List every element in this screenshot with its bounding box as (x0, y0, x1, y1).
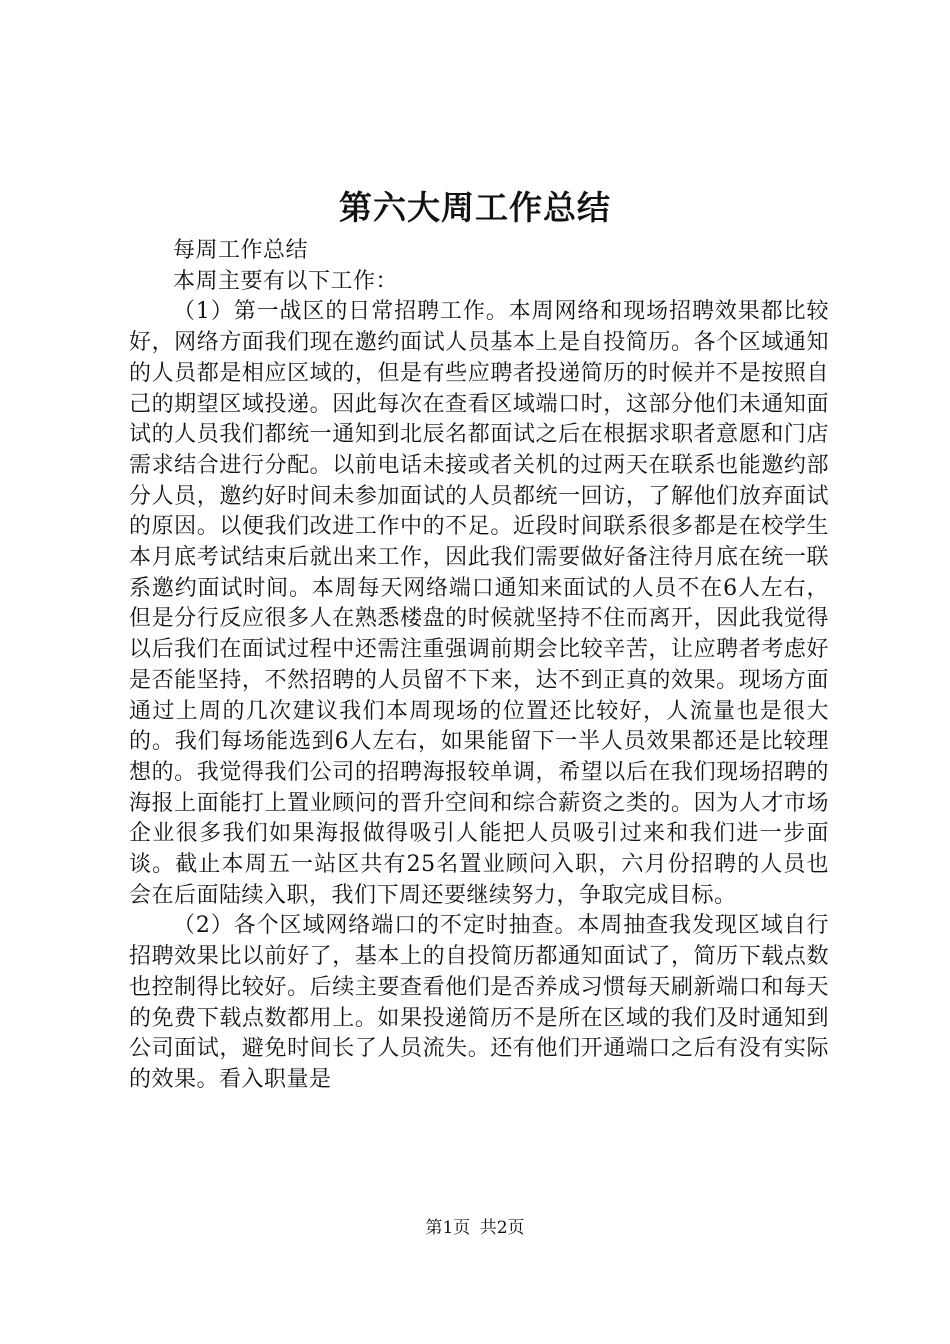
paragraph-subtitle: 每周工作总结 (173, 238, 309, 263)
page-footer (0, 1216, 950, 1240)
paragraph-intro: 本周主要有以下工作： (173, 268, 399, 294)
page-number: 第1页 (425, 1218, 471, 1238)
paragraph-item-2: （2）各个区域网络端口的不定时抽查。本周抽查我发现区域自行招聘效果比以前好了，基本上的自投简历都通知面试了，简历下载点数也控制得比较好。后续主要查看他们是否养成习惯每天刷新端口和每天的免费下载点数都用上。如果投递简历不是所在区域的我们及时通知到公司面试，避免时间长了人员流失。还有他们开通端口之后有没有实际的效果。看入职量是 (129, 913, 829, 1092)
paragraph-item-1: （1）第一战区的日常招聘工作。本周网络和现场招聘效果都比较好，网络方面我们现在邀约面试人员基本上是自投简历。各个区域通知的人员都是相应区域的，但是有些应聘者投递简历的时候并不是按照自己的期望区域投递。因此每次在查看区域端口时，这部分他们未通知面试的人员我们都统一通知到北辰名都面试之后在根据求职者意愿和门店需求结合进行分配。以前电话未接或者关机的过两天在联系也能邀约部分人员，邀约好时间未参加面试的人员都统一回访，了解他们放弃面试的原因。以便我们改进工作中的不足。近段时间联系很多都是在校学生本月底考试结束后就出来工作，因此我们需要做好备注待月底在统一联系邀约面试时间。本周每天网络端口通知来面试的人员不在6人左右，但是分行反应很多人在熟悉楼盘的时候就坚持不住而离开，因此我觉得以后我们在面试过程中还需注重强调前期会比较辛苦，让应聘者考虑好是否能坚持，不然招聘的人员留不下来，达不到正真的效果。现场方面通过上周的几次建议我们本周现场的位置还比较好，人流量也是很大的。我们每场能选到6人左右，如果能留下一半人员效果都还是比较理想的。我觉得我们公司的招聘海报较单调，希望以后在我们现场招聘的海报上面能打上置业顾问的晋升空间和综合薪资之类的。因为人才市场企业很多我们如果海报做得吸引人能把人员吸引过来和我们进一步面谈。截止本周五一站区共有25名置业顾问入职，六月份招聘的人员也会在后面陆续入职，我们下周还要继续努力，争取完成目标。 (129, 299, 829, 908)
document-body (129, 236, 829, 1096)
document-title: 第六大周工作总结 (339, 188, 611, 227)
page-total: 共2页 (479, 1218, 525, 1238)
